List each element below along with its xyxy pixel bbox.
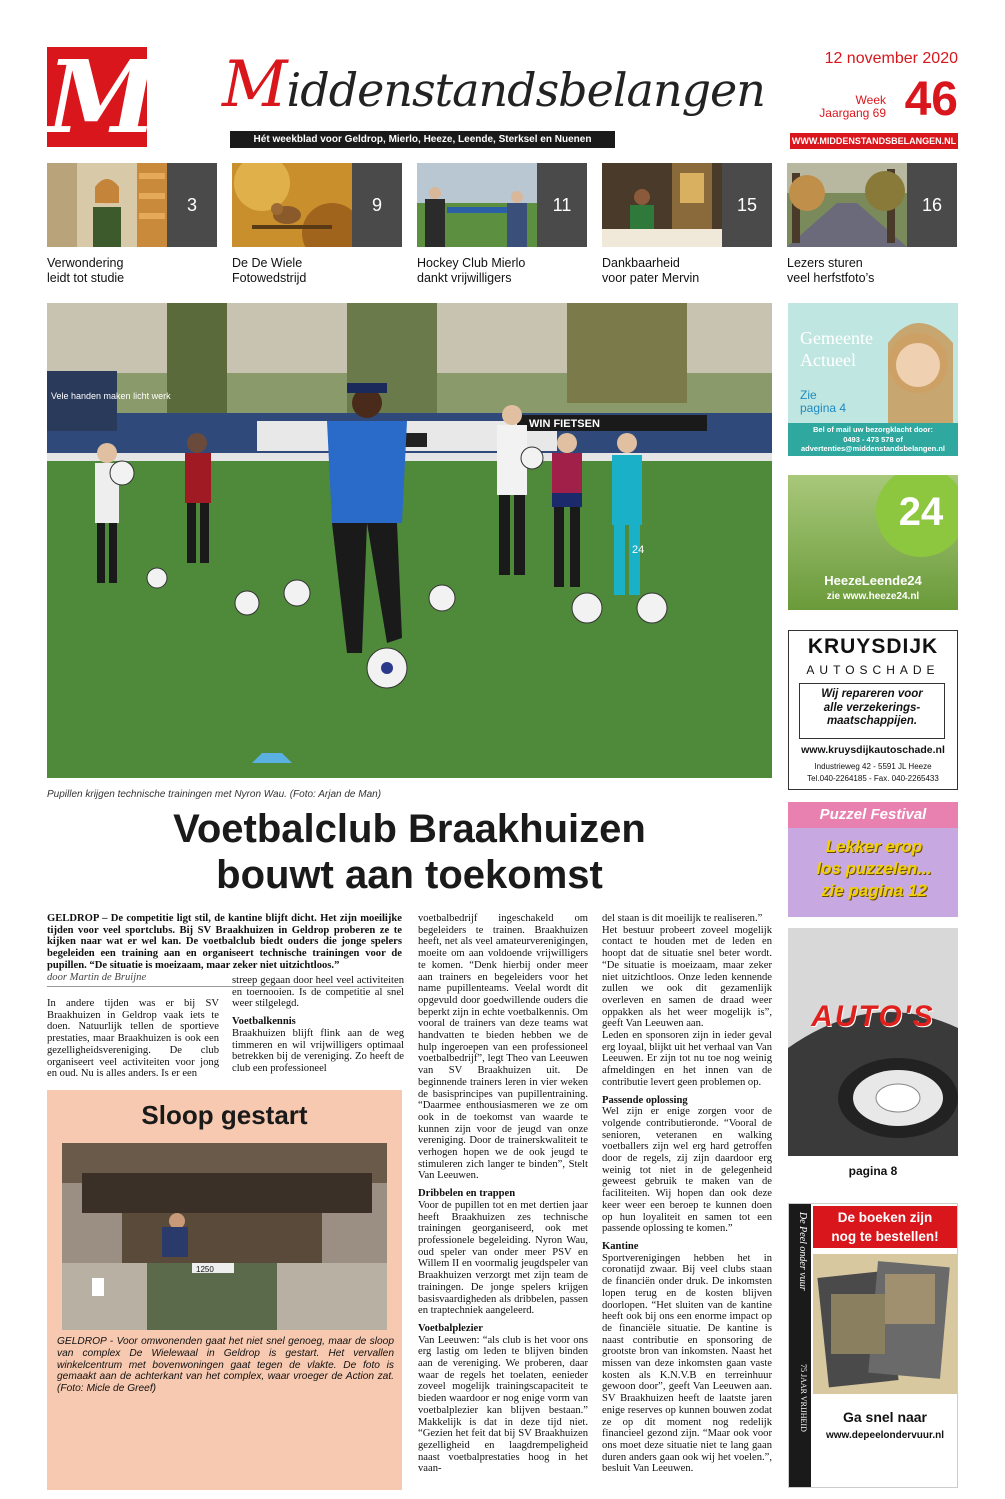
gemeente-pagina: pagina 4	[800, 401, 847, 415]
headline-line-2: bouwt aan toekomst	[216, 853, 603, 897]
heeze24-badge: 24	[876, 475, 958, 557]
teaser-5-line2: veel herfstfoto’s	[787, 271, 875, 285]
col3-paragraph-2: Voor de pupillen tot en met dertien jaar heeft Braakhuizen zes technische trainingen georganiseerd, ook met professionele begeleiding. Nyron Wau, oud speler van onder meer PSV en Willem II en voormalig jeugdspeler van Braakhuizen verzorgt met zijn team de trainingen. De jonge spelers krijgen basisvaardigheden als dribbelen, passen en traptechniek aangeleerd.	[418, 1199, 588, 1317]
col1-paragraph: In andere tijden was er bij SV Braakhuizen in Geldrop vaak iets te doen. Natuurlijk tellen de sportieve prestaties, maar Braakhuizen is ook een gezelligheidsvereniging. De club organiseert veel activiteiten voor jong en oud. Nu is alles anders. Is er een	[47, 998, 219, 1080]
teaser-2-page: 9	[352, 163, 402, 247]
logo-letter: M	[47, 38, 158, 156]
brand-name	[222, 48, 765, 122]
article-lead: GELDROP – De competitie ligt stil, de kantine blijft dicht. Het zijn moeilijke tijden voor veel sportclubs. Bij SV Braakhuizen in Geldrop proberen ze te kijken naar wat er wel kan. De voetbalclub biedt ouders die jonge spelers begeleiden een training aan en organiseert technische trainingen voor de pupillen. “De situatie is moeizaam, maar zeker niet uitzichtloos.”	[47, 913, 402, 971]
main-photo	[47, 303, 772, 778]
gemeente-contact-1: Bel of mail uw bezorgklacht door:	[812, 425, 933, 434]
brand-rest: iddenstandsbelangen	[286, 63, 765, 117]
gemeente-title	[800, 327, 873, 371]
kruysdijk-address: Industrieweg 42 - 5591 JL Heeze	[814, 762, 932, 771]
gemeente-title-1: Gemeente	[800, 328, 873, 348]
ad-heeze24[interactable]	[788, 475, 958, 610]
website-link[interactable]: WWW.MIDDENSTANDSBELANGEN.NL	[790, 133, 958, 149]
books-illustration	[813, 1254, 957, 1394]
teaser-2-caption[interactable]	[232, 256, 402, 286]
teaser-4-line1: Dankbaarheid	[602, 256, 680, 270]
week-box	[790, 73, 958, 126]
puzzel-line-2: los puzzelen...	[816, 859, 932, 878]
ad-puzzel-festival[interactable]	[788, 802, 958, 917]
kruysdijk-slogan-3: maatschappijen.	[826, 715, 918, 727]
autos-title: AUTO'S	[811, 1000, 935, 1033]
teaser-5-line1: Lezers sturen	[787, 256, 863, 270]
kruysdijk-slogan-2: alle verzekerings-	[823, 701, 921, 714]
teaser-2-line1: De De Wiele	[232, 256, 303, 270]
boeken-site: www.depeelondervuur.nl	[826, 1430, 944, 1441]
boeken-headline-1: De boeken zijn	[837, 1210, 933, 1225]
teaser-4[interactable]	[602, 163, 772, 247]
headline-line-1: Voetbalclub Braakhuizen	[173, 807, 646, 851]
teaser-1[interactable]	[47, 163, 217, 247]
teaser-5-photo	[787, 163, 907, 247]
sloop-sign: 1250	[196, 1265, 214, 1274]
brand-initial: M	[222, 48, 287, 122]
car-illustration	[788, 928, 958, 1190]
week-labels	[819, 94, 886, 120]
kruysdijk-slogan-1: Wij repareren voor	[821, 688, 923, 700]
ad-kruysdijk[interactable]	[788, 630, 958, 790]
teaser-4-photo	[602, 163, 722, 247]
article-headline	[47, 806, 772, 898]
sloop-photo	[62, 1143, 387, 1330]
subhead-kantine: Kantine	[602, 1240, 639, 1252]
gemeente-contact-3: advertenties@middenstandsbelangen.nl	[800, 444, 945, 453]
kruysdijk-name: KRUYSDIJK	[807, 635, 939, 658]
puzzel-line-3: zie pagina 12	[821, 881, 927, 900]
subhead-passende-oplossing: Passende oplossing	[602, 1094, 688, 1106]
ad-autos[interactable]	[788, 928, 958, 1190]
puzzel-line-1: Lekker erop	[825, 837, 923, 856]
teaser-3-line1: Hockey Club Mierlo	[417, 256, 526, 270]
sloop-title: Sloop gestart	[141, 1100, 308, 1130]
teaser-5-caption[interactable]	[787, 256, 957, 286]
autos-page: pagina 8	[848, 1164, 898, 1178]
teaser-1-photo	[47, 163, 167, 247]
gemeente-title-2: Actueel	[800, 350, 856, 370]
kruysdijk-tel: Tel.040-2264185 - Fax. 040-2265433	[807, 774, 939, 783]
ad-gemeente-actueel[interactable]	[788, 303, 958, 456]
teaser-1-line2: leidt tot studie	[47, 271, 125, 285]
col4-paragraph-1: del staan is dit moeilijk te realiseren.”	[602, 913, 763, 924]
col4-paragraph-2: Het bestuur probeert zoveel mogelijk contact te houden met de leden en hoopt dat de situatie snel beter wordt. “De situatie is moeizaam, maar zeker niet uitzichtloos. Onze leden kennende zullen we ook dit gezamenlijk overleven en samen de draad weer oppakken als het weer mogelijk is”, geeft Van Leeuwen aan.	[602, 924, 772, 1030]
gemeente-contact-2: 0493 - 473 578 of	[843, 434, 903, 444]
kruysdijk-sub: AUTOSCHADE	[806, 663, 940, 677]
puzzel-title: Puzzel Festival	[788, 802, 958, 828]
teaser-1-page: 3	[167, 163, 217, 247]
banner-win-fietsen: WIN FIETSEN	[529, 418, 600, 430]
gemeente-zie: Zie	[800, 388, 817, 402]
teaser-4-page: 15	[722, 163, 772, 247]
subhead-voetbalplezier: Voetbalplezier	[418, 1322, 483, 1334]
teaser-5[interactable]	[787, 163, 957, 247]
article-column-3	[418, 913, 588, 1475]
teaser-2-photo	[232, 163, 352, 247]
byline: door Martin de Bruijne	[47, 972, 402, 988]
teaser-5-page: 16	[907, 163, 957, 247]
teaser-2[interactable]	[232, 163, 402, 247]
spine-title: De Peel onder vuur	[797, 1212, 808, 1291]
boeken-headline-2: nog te bestellen!	[831, 1229, 939, 1244]
banner-left: Vele handen maken licht werk	[51, 391, 171, 401]
teaser-4-caption[interactable]	[602, 256, 772, 286]
kruysdijk-site: www.kruysdijkautoschade.nl	[801, 744, 945, 756]
kruysdijk-slogan	[799, 683, 945, 739]
article-column-4	[602, 913, 772, 1475]
gemeente-page-ref	[800, 389, 846, 415]
football-training-illustration	[47, 303, 772, 778]
teaser-3-photo	[417, 163, 537, 247]
col2-paragraph-2: Braakhuizen blijft flink aan de weg timmeren en wil vrijwilligers optimaal betrekken bij de vereniging. Zo heeft de club een professioneel	[232, 1027, 404, 1074]
col3-paragraph-1: voetbalbedrijf ingeschakeld om begeleiders te trainen. Braakhuizen heeft, net als veel amateurverenigingen, moeite om aan voldoende vrijwilligers te komen. “Denk hierbij onder meer aan trainers en begeleiders voor het name pupillenteams. Veelal wordt dit opgevuld door goedwillende ouders die beperkt zijn in echte voetbalkennis. Om vooral de trainers van deze teams wat handvatten te bieden hebben we de hulp ingeroepen van een professioneel voetbalbedrijf”, legt Theo van Leeuwen van SV Braakhuizen uit. De beginnende trainers leren in vier weken de basisprincipes van pupillentraining. “Daarmee enthousiasmeren we ze om ook in de toekomst van waarde te kunnen zijn voor de jeugd van onze vereniging. Door de trainerskwaliteit te verhogen hopen we de ook jeugd te stimuleren zich langer te binden”, Stelt Van Leeuwen.	[418, 913, 588, 1182]
teaser-3-line2: dankt vrijwilligers	[417, 271, 512, 285]
heeze24-name: HeezeLeende24	[824, 573, 922, 588]
demolition-illustration	[62, 1143, 387, 1330]
masthead-logo[interactable]	[47, 38, 158, 156]
teaser-1-line1: Verwondering	[47, 256, 124, 270]
subhead-dribbelen: Dribbelen en trappen	[418, 1188, 516, 1200]
heeze24-site: zie www.heeze24.nl	[826, 591, 920, 602]
teaser-3-caption[interactable]	[417, 256, 587, 286]
col4-paragraph-4: Wel zijn er enige zorgen voor de volgende contributieronde. “Vooral de senioren, veteranen en walking voetballers zijn wel erg hard getroffen door de regels, zij zijn daardoor erg weinig tot niet in de gelegenheid geweest gebruik te maken van de faciliteiten. Wij hopen dan ook deze keer weer een beroep te kunnen doen op hun loyaliteit en samen tot een passende oplossing te komen.”	[602, 1106, 772, 1235]
week-label: Week	[855, 93, 886, 107]
gemeente-contact	[788, 423, 958, 456]
puzzel-text	[794, 836, 954, 902]
col4-paragraph-3: Leden en sponsoren zijn in ieder geval erg loyaal, blijkt uit het verhaal van Van Leeuwen. Er zijn tot nu toe nog weinig afmeldingen en het innen van de contributie levert geen problemen op.	[602, 1030, 772, 1088]
photo-caption: Pupillen krijgen technische trainingen met Nyron Wau. (Foto: Arjan de Man)	[47, 789, 382, 800]
shirt-number: 24	[632, 544, 645, 556]
teaser-3-page: 11	[537, 163, 587, 247]
sloop-caption: GELDROP - Voor omwonenden gaat het niet snel genoeg, maar de sloop van complex De Wielewaal in Geldrop is gestart. Het vervallen winkelcentrum met bovenwoningen gaat tegen de vlakte. De foto is gemaakt aan de achterkant van het complex, waar vroeger de Action zat. (Foto: Micle de Greef)	[57, 1336, 394, 1395]
issue-date: 12 november 2020	[824, 50, 958, 67]
article-column-1	[47, 998, 219, 1080]
teaser-1-caption[interactable]	[47, 256, 217, 286]
ad-depeelondervuur[interactable]	[788, 1203, 958, 1488]
article-column-2	[232, 975, 404, 1075]
teaser-3[interactable]	[417, 163, 587, 247]
spine-subtitle: 75 JAAR VRIJHEID	[799, 1364, 808, 1432]
col2-paragraph-1: streep gegaan door heel veel activiteiten en toernooien. Is de competitie al snel weer stilgelegd.	[232, 975, 404, 1010]
col4-paragraph-5: Sportverenigingen hebben het in coronatijd zwaar. Bij veel clubs staan de financiën onder druk. De inkomsten lopen terug en de kosten blijven doorlopen. “Het sluiten van de kantine heeft ook bij ons een enorme impact op de financiële situatie. De kantine is naast contributie en sponsoring de grootste bron van inkomsten. Naast het missen van deze inkomsten gaan vaste kosten als K.N.V.B en terreinhuur gewoon door”, geeft Van Leeuwen aan. SV Braakhuizen heeft de laatste jaren enige reserves op kunnen bouwen zodat ze op dit moment nog redelijk financieel gezond zijn. “Maar ook voor ons moet deze situatie niet te lang gaan duren anders gaan ook wij het voelen.”, besluit Van Leeuwen.	[602, 1252, 772, 1475]
week-number: 46	[904, 73, 958, 126]
col3-paragraph-3: Van Leeuwen: “als club is het voor ons erg lastig om leden te blijven binden aan de vereniging. We proberen, daar waar de regels het toelaten, eenieder zoveel mogelijk trainingscapaciteit te bieden waardoor er nog enige vorm van voetbalplezier kan blijven bestaan.” Makkelijk is dat in deze tijd niet. “Gezien het feit dat bij SV Braakhuizen gezelligheid en laagdrempeligheid naast voetbalprestaties hoog in het vaan-	[418, 1334, 588, 1475]
teaser-4-line2: voor pater Mervin	[602, 271, 700, 285]
subhead-voetbalkennis: Voetbalkennis	[232, 1016, 296, 1028]
tagline: Hét weekblad voor Geldrop, Mierlo, Heeze, Leende, Sterksel en Nuenen	[230, 131, 615, 148]
teaser-2-line2: Fotowedstrijd	[232, 271, 307, 285]
sloop-box	[47, 1090, 402, 1490]
boeken-headline	[813, 1206, 957, 1248]
boeken-cta: Ga snel naar	[842, 1409, 928, 1425]
volume-label: Jaargang 69	[819, 106, 886, 120]
